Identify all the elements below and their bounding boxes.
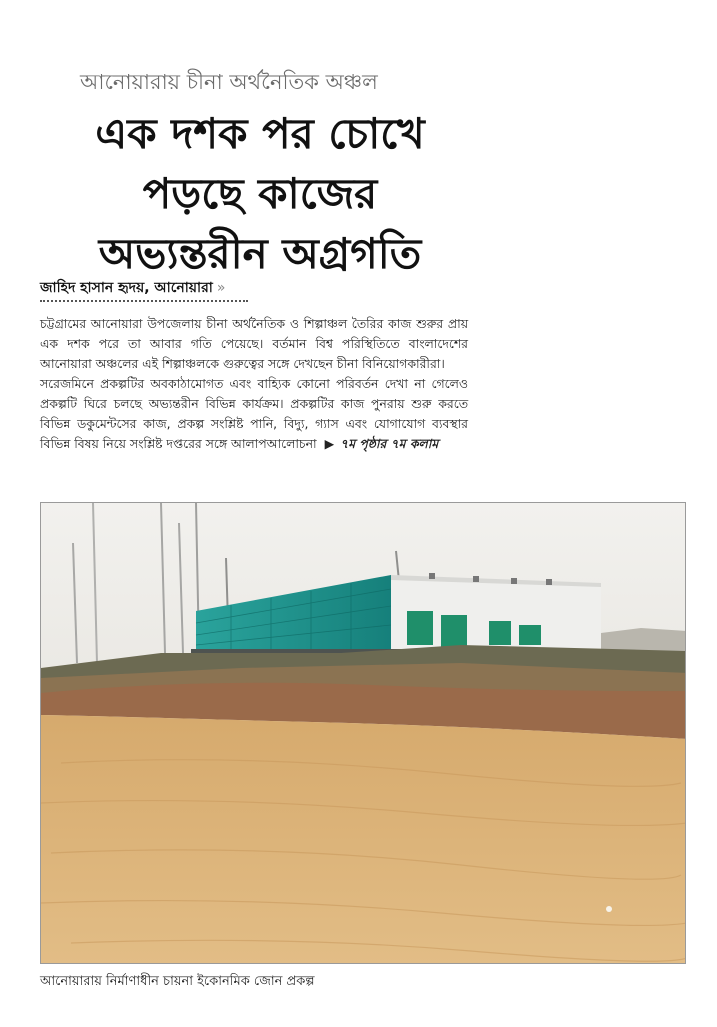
- article-byline: [40, 276, 225, 300]
- headline-line-1: এক দশক পর চোখে: [95, 109, 425, 158]
- construction-site-photo: [41, 503, 686, 964]
- byline-author: জাহিদ হাসান হৃদয়, আনোয়ারা: [40, 280, 213, 296]
- paragraph-text: সরেজমিনে প্রকল্পটির অবকাঠামোগত এবং বাহ্যিক কোনো পরিবর্তন দেখা না গেলেও প্রকল্পটি ঘিরে চলছে অভ্যন্তরীন বিভিন্ন কার্যক্রম। প্রকল্পটির কাজ পুনরায় শুরু করতে বিভিন্ন ডকুমেন্টসের কাজ, প্রকল্প সংশ্লিষ্ট পানি, বিদ্যু, গ্যাস এবং যোগাযোগ ব্যবস্থার বিভিন্ন বিষয় নিয়ে সংশ্লিষ্ট দপ্তরের সঙ্গে আলাপআলোচনা: [40, 376, 468, 451]
- continue-link[interactable]: ৭ম পৃষ্ঠার ৭ম কলাম: [340, 436, 439, 451]
- continue-arrow-icon: ▶: [324, 436, 335, 451]
- article-photo: [40, 502, 686, 964]
- article-body: [40, 314, 468, 454]
- byline-marker-icon: »: [216, 280, 226, 296]
- photo-caption: আনোয়ারায় নির্মাণাধীন চায়না ইকোনমিক জোন প্রকল্প: [40, 974, 315, 989]
- byline-divider: [40, 300, 248, 302]
- article-kicker: আনোয়ারায় চীনা অর্থনৈতিক অঞ্চল: [80, 70, 378, 94]
- article-paragraph: [40, 374, 468, 454]
- headline-line-2: পড়ছে কাজের: [142, 169, 378, 218]
- article-headline: [40, 104, 480, 284]
- article-paragraph: চট্টগ্রামের আনোয়ারা উপজেলায় চীনা অর্থনৈতিক ও শিল্পাঞ্চল তৈরির কাজ শুরুর প্রায় এক দশক পরে তা আবার গতি পেয়েছে। বর্তমান বিশ্ব পরিস্থিতিতে বাংলাদেশের আনোয়ারা অঞ্চলের এই শিল্পাঞ্চলকে গুরুত্বের সঙ্গে দেখছেন চীনা বিনিয়োগকারীরা।: [40, 316, 468, 371]
- headline-line-3: অভ্যন্তরীন অগ্রগতি: [98, 229, 422, 278]
